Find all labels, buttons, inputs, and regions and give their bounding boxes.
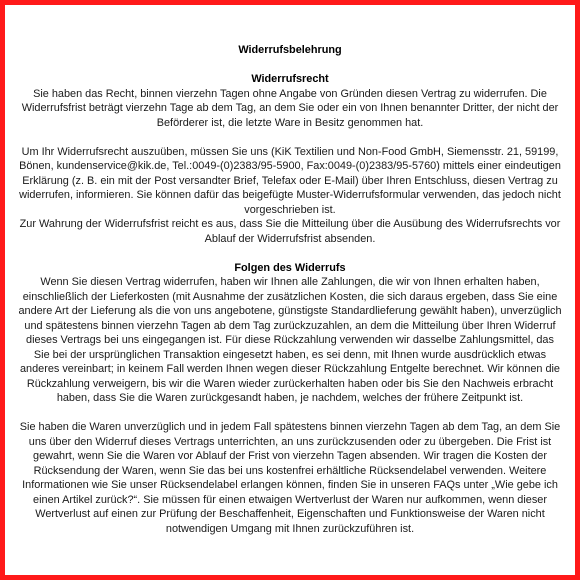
spacer [17,58,563,73]
paragraph-deadline-compliance: Zur Wahrung der Widerrufsfrist reicht es aus, dass Sie die Mitteilung über die Ausübung des Widerrufsrechts vor Ablauf der Widerrufsfrist absenden. [19,218,561,245]
spacer [17,246,563,261]
section-heading-consequences: Folgen des Widerrufs [234,261,346,274]
paragraph-refund: Wenn Sie diesen Vertrag widerrufen, haben wir Ihnen alle Zahlungen, die wir von Ihnen erhalten haben, einschließlich der Lieferkosten (mit Ausnahme der zusätzlichen Kosten, die sich daraus ergeben, dass Sie eine andere Art der Lieferung als die von uns angebotene, günstigste Standardlieferung gewählt haben), unverzüglich und spätestens binnen vierzehn Tagen ab dem Tag zurückzuzahlen, an dem die Mitteilung über Ihren Widerruf dieses Vertrags bei uns eingegangen ist. Für diese Rückzahlung verwenden wir dasselbe Zahlungsmittel, das Sie bei der ursprünglichen Transaktion eingesetzt haben, es sei denn, mit Ihnen wurde ausdrücklich etwas anderes vereinbart; in keinem Fall werden Ihnen wegen dieser Rückzahlung Entgelte berechnet. Wir können die Rückzahlung verweigern, bis wir die Waren wieder zurückerhalten haben oder bis Sie den Nachweis erbracht haben, dass Sie die Waren zurückgesandt haben, je nachdem, welches der frühere Zeitpunkt ist. [18,276,562,404]
spacer [17,130,563,145]
spacer [17,406,563,421]
document-title: Widerrufsbelehrung [238,44,342,56]
paragraph-exercise-withdrawal: Um Ihr Widerrufsrecht auszuüben, müssen Sie uns (KiK Textilien und Non-Food GmbH, Siemensstr. 21, 59199, Bönen, kundenservice@kik.de, Tel.:0049-(0)2383/95-5900, Fax:0049-(0)2383/95-5760) mittels einer eindeutigen Erklärung (z. B. ein mit der Post versandter Brief, Telefax oder E-Mail) über Ihren Entschluss, diesen Vertrag zu widerrufen, informieren. Sie können dafür das beigefügte Muster-Widerrufsformular verwenden, das jedoch nicht vorgeschrieben ist. [19,145,561,216]
withdrawal-policy-text [17,43,563,536]
section-heading-withdrawal-right: Widerrufsrecht [251,73,329,85]
paragraph-return-goods: Sie haben die Waren unverzüglich und in jedem Fall spätestens binnen vierzehn Tagen ab dem Tag, an dem Sie uns über den Widerruf dieses Vertrags unterrichten, an uns zurückzusenden oder zu übergeben. Die Frist ist gewahrt, wenn Sie die Waren vor Ablauf der Frist von vierzehn Tagen absenden. Wir tragen die Kosten der Rücksendung der Waren, wenn Sie das bei uns kostenfrei erhältliche Rücksendelabel verwenden. Weitere Informationen wie Sie unser Rücksendelabel erlangen können, finden Sie in unseren FAQs unter „Wie gebe ich einen Artikel zurück?“. Sie müssen für einen etwaigen Wertverlust der Waren nur aufkommen, wenn dieser Wertverlust auf einen zur Prüfung der Beschaffenheit, Eigenschaften und Funktionsweise der Waren nicht notwendigen Umgang mit Ihnen zurückzuführen ist. [19,421,561,535]
paragraph-withdrawal-right: Sie haben das Recht, binnen vierzehn Tagen ohne Angabe von Gründen diesen Vertrag zu widerrufen. Die Widerrufsfrist beträgt vierzehn Tage ab dem Tag, an dem Sie oder ein von Ihnen benannter Dritter, der nicht der Beförderer ist, die letzte Ware in Besitz genommen hat. [21,87,559,129]
